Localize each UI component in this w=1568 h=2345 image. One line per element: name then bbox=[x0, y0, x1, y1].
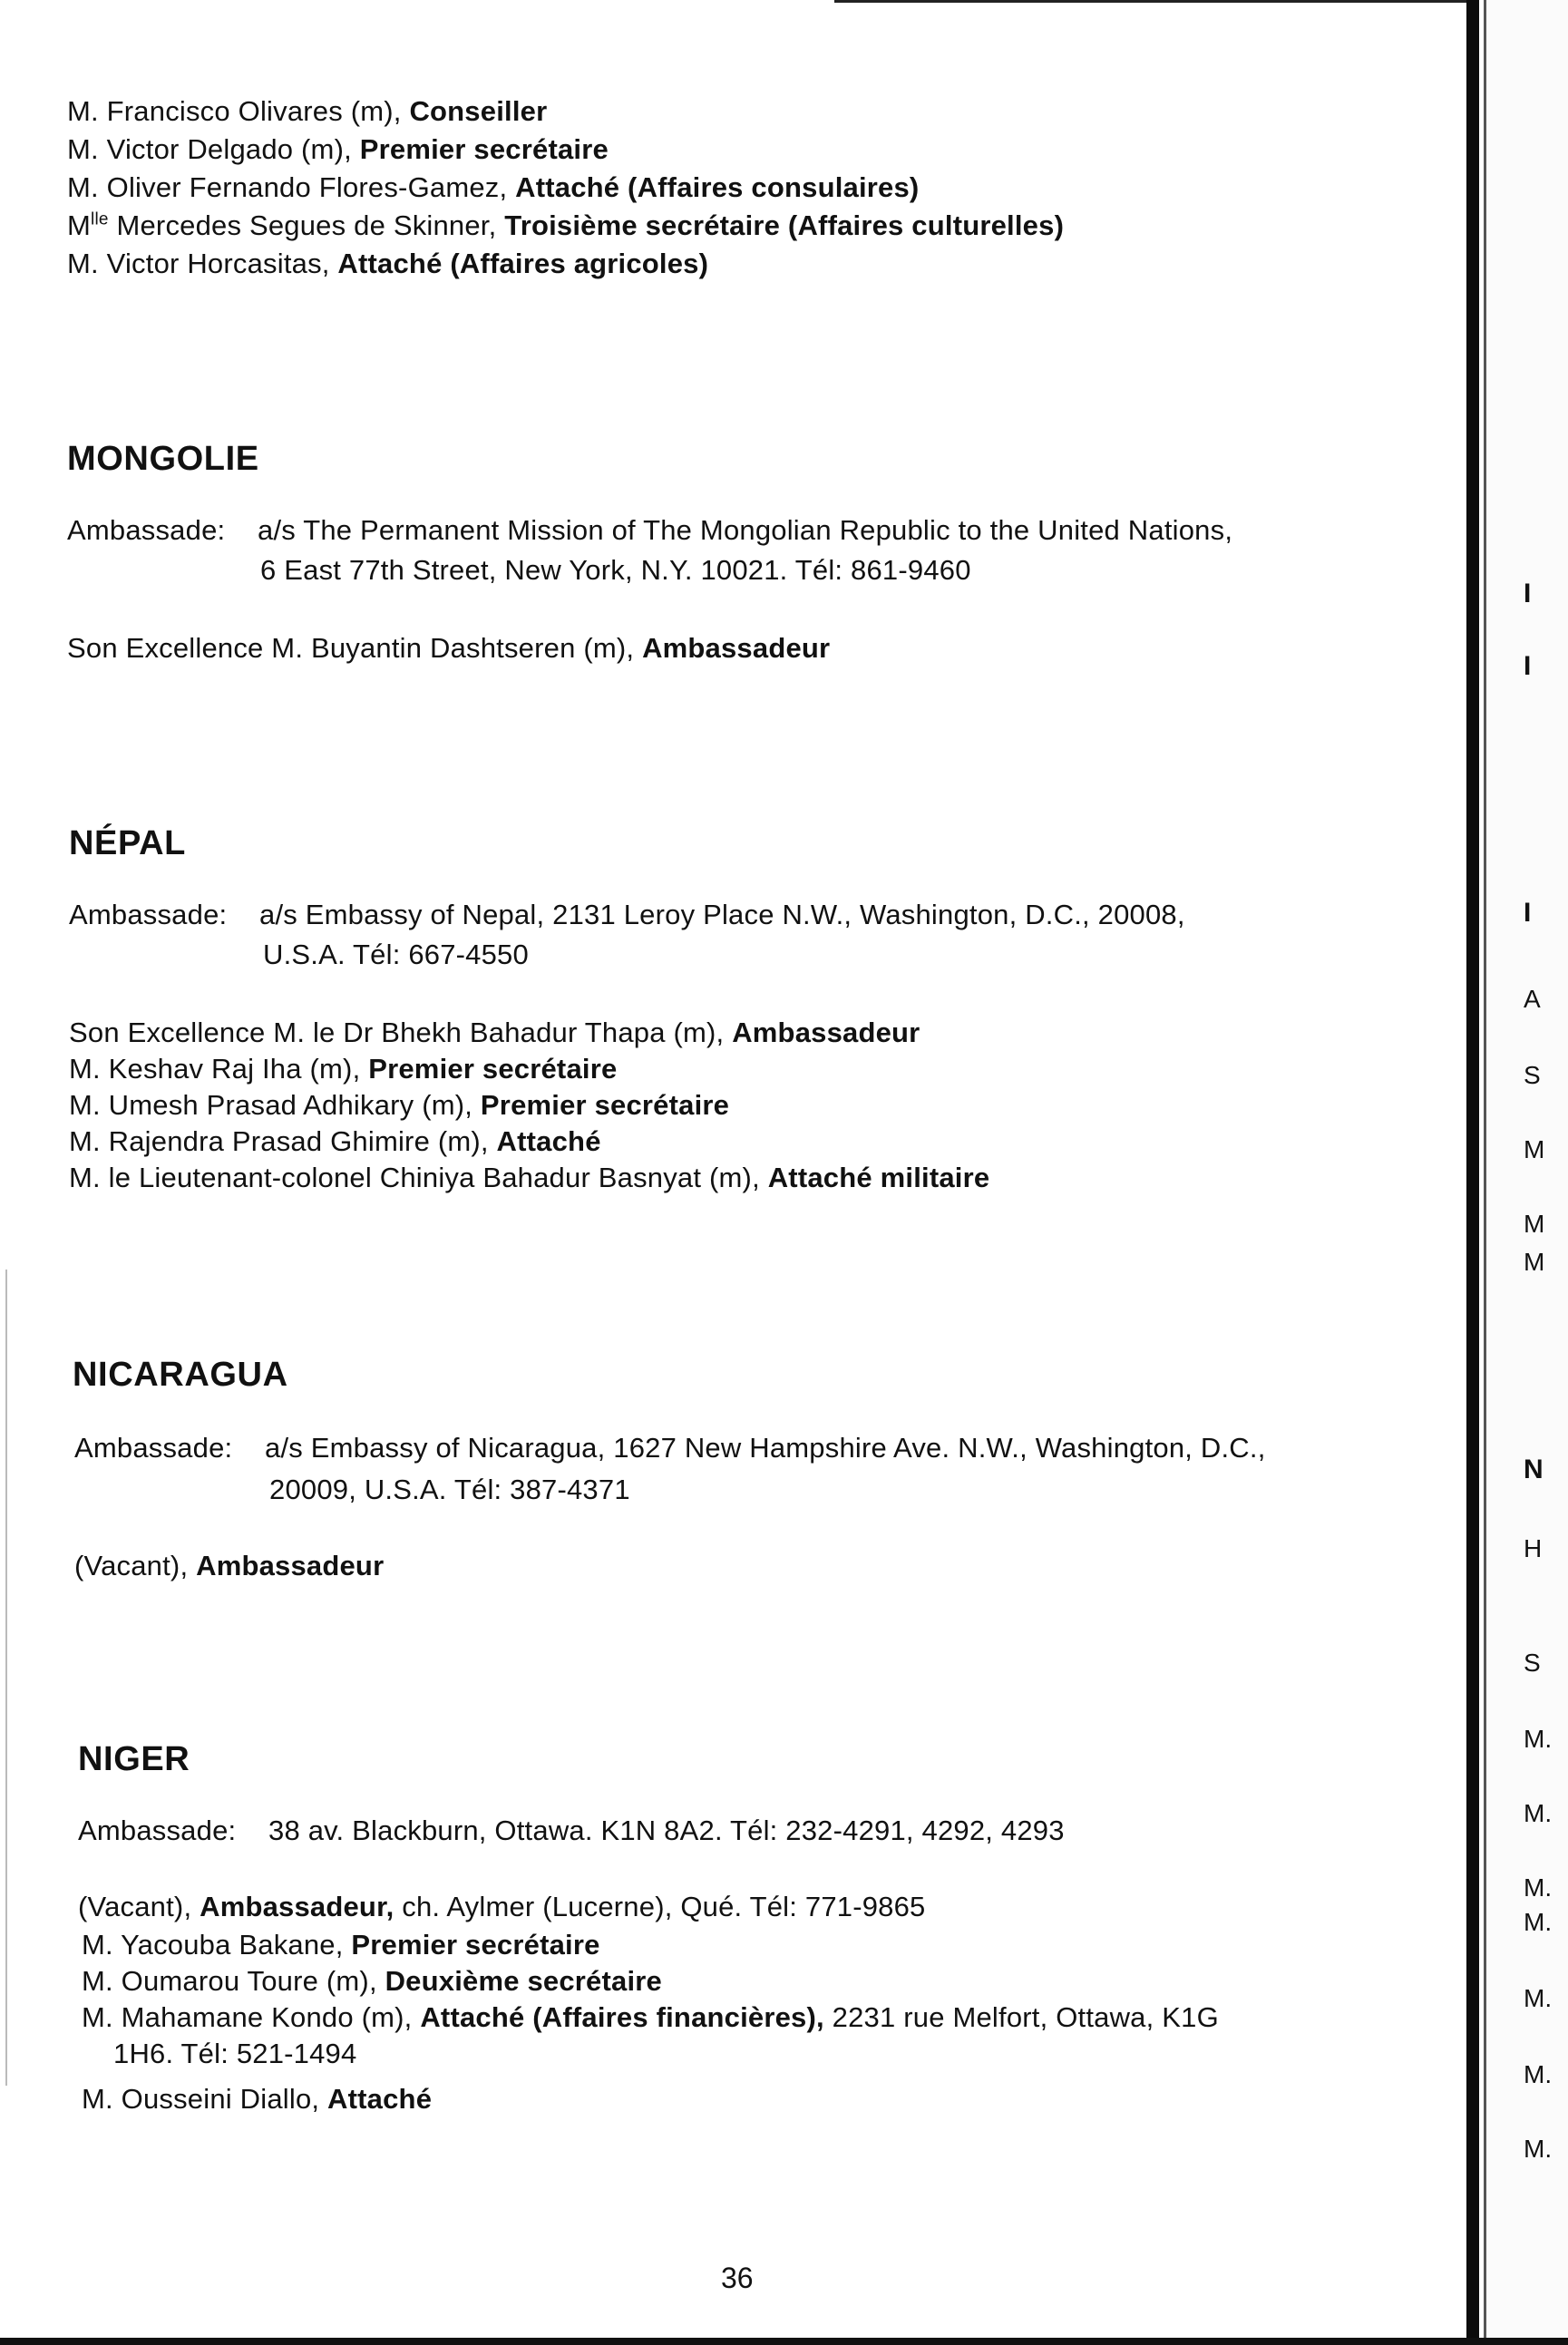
staff-name: M. Francisco Olivares (m), bbox=[67, 95, 402, 127]
staff-name: M. Keshav Raj Iha (m), bbox=[69, 1053, 361, 1085]
address-label: Ambassade: bbox=[69, 899, 228, 930]
adjacent-page-char: M. bbox=[1524, 1873, 1553, 1902]
address-line bbox=[67, 513, 1232, 548]
staff-name: M. Victor Horcasitas, bbox=[67, 248, 330, 279]
left-edge-mark bbox=[5, 1270, 7, 2086]
staff-line bbox=[82, 2082, 432, 2116]
staff-line bbox=[74, 1549, 384, 1583]
address-text: 38 av. Blackburn, Ottawa. K1N 8A2. Tél: 232-4291, 4292, 4293 bbox=[268, 1815, 1065, 1846]
staff-title: Deuxième secrétaire bbox=[385, 1965, 662, 1997]
staff-title: Premier secrétaire bbox=[480, 1089, 730, 1121]
staff-line bbox=[67, 132, 609, 167]
adjacent-page-char: M. bbox=[1524, 1725, 1553, 1753]
staff-name: (Vacant), bbox=[74, 1550, 189, 1581]
address-label: Ambassade: bbox=[74, 1432, 233, 1464]
staff-name: M. le Lieutenant-colonel Chiniya Bahadur Basnyat (m), bbox=[69, 1162, 760, 1193]
staff-title: Attaché bbox=[327, 2083, 433, 2115]
address-line bbox=[78, 1814, 1065, 1848]
adjacent-page-char: I bbox=[1524, 579, 1532, 608]
staff-address: 2231 rue Melfort, Ottawa, K1G bbox=[832, 2001, 1219, 2033]
staff-line bbox=[69, 1088, 729, 1123]
address-text: a/s Embassy of Nicaragua, 1627 New Hampshire Ave. N.W., Washington, D.C., bbox=[265, 1432, 1266, 1464]
staff-line bbox=[67, 247, 708, 281]
staff-name: M. Oliver Fernando Flores-Gamez, bbox=[67, 171, 508, 203]
staff-address-continuation: 1H6. Tél: 521-1494 bbox=[113, 2038, 357, 2069]
staff-name: M. Oumarou Toure (m), bbox=[82, 1965, 377, 1997]
staff-name: M. Yacouba Bakane, bbox=[82, 1929, 344, 1961]
section-heading-mongolie: MONGOLIE bbox=[67, 440, 259, 478]
staff-name: M. Mahamane Kondo (m), bbox=[82, 2001, 413, 2033]
staff-title: Attaché bbox=[496, 1125, 601, 1157]
address-label: Ambassade: bbox=[67, 514, 226, 546]
adjacent-page-char: M. bbox=[1524, 1908, 1553, 1936]
staff-address: ch. Aylmer (Lucerne), Qué. Tél: 771-9865 bbox=[402, 1891, 926, 1922]
honorific: M bbox=[67, 209, 92, 241]
staff-title: Premier secrétaire bbox=[359, 133, 609, 165]
staff-name: M. Umesh Prasad Adhikary (m), bbox=[69, 1089, 473, 1121]
staff-line bbox=[82, 1928, 600, 1962]
staff-title: Ambassadeur bbox=[732, 1017, 920, 1048]
adjacent-page-char: M bbox=[1524, 1135, 1545, 1163]
adjacent-page-char: M. bbox=[1524, 2060, 1553, 2088]
adjacent-page-char: I bbox=[1524, 898, 1532, 928]
staff-line bbox=[69, 1052, 617, 1086]
honorific-superscript: lle bbox=[91, 209, 109, 229]
staff-title: Ambassadeur bbox=[196, 1550, 385, 1581]
address-line bbox=[69, 898, 1185, 932]
staff-line bbox=[67, 94, 547, 129]
staff-name: Mercedes Segues de Skinner, bbox=[108, 209, 497, 241]
page-number: 36 bbox=[721, 2262, 754, 2294]
staff-line bbox=[67, 631, 830, 666]
address-continuation: 6 East 77th Street, New York, N.Y. 10021. Tél: 861-9460 bbox=[260, 554, 971, 586]
staff-title: Attaché (Affaires consulaires) bbox=[515, 171, 920, 203]
staff-line bbox=[82, 2000, 1219, 2035]
bottom-edge-rule bbox=[0, 2338, 1568, 2345]
adjacent-page-char: M. bbox=[1524, 1984, 1553, 2012]
staff-title: Attaché (Affaires financières), bbox=[420, 2001, 824, 2033]
staff-line bbox=[67, 170, 919, 205]
staff-title: Premier secrétaire bbox=[351, 1929, 600, 1961]
address-continuation: 20009, U.S.A. Tél: 387-4371 bbox=[269, 1474, 630, 1505]
staff-line bbox=[69, 1124, 601, 1159]
address-line bbox=[74, 1431, 1266, 1465]
staff-title: Ambassadeur bbox=[642, 632, 831, 664]
section-heading-nicaragua: NICARAGUA bbox=[73, 1356, 288, 1394]
address-label: Ambassade: bbox=[78, 1815, 237, 1846]
staff-line bbox=[82, 1964, 662, 1999]
staff-line bbox=[78, 1890, 926, 1924]
staff-title: Premier secrétaire bbox=[368, 1053, 618, 1085]
staff-title: Ambassadeur, bbox=[200, 1891, 394, 1922]
adjacent-page-char: H bbox=[1524, 1534, 1543, 1562]
adjacent-page-char: S bbox=[1524, 1061, 1541, 1089]
adjacent-page-char: N bbox=[1524, 1455, 1544, 1484]
staff-name: (Vacant), bbox=[78, 1891, 192, 1922]
adjacent-page-char: I bbox=[1524, 651, 1532, 681]
staff-name: Son Excellence M. Buyantin Dashtseren (m), bbox=[67, 632, 635, 664]
staff-line bbox=[69, 1161, 989, 1195]
adjacent-page-char: M. bbox=[1524, 1799, 1553, 1827]
adjacent-page-char: A bbox=[1524, 985, 1541, 1013]
staff-line bbox=[69, 1016, 920, 1050]
binding-gutter bbox=[1466, 0, 1479, 2345]
staff-title: Attaché militaire bbox=[767, 1162, 990, 1193]
address-text: a/s Embassy of Nepal, 2131 Leroy Place N.W., Washington, D.C., 20008, bbox=[259, 899, 1185, 930]
adjacent-page-char: M bbox=[1524, 1248, 1545, 1276]
staff-line bbox=[67, 209, 1064, 243]
adjacent-page-char: M. bbox=[1524, 2135, 1553, 2163]
adjacent-page-char: M bbox=[1524, 1210, 1545, 1238]
staff-name: M. Victor Delgado (m), bbox=[67, 133, 352, 165]
staff-name: M. Rajendra Prasad Ghimire (m), bbox=[69, 1125, 489, 1157]
staff-name: M. Ousseini Diallo, bbox=[82, 2083, 320, 2115]
address-text: a/s The Permanent Mission of The Mongolian Republic to the United Nations, bbox=[258, 514, 1233, 546]
top-rule bbox=[834, 0, 1469, 3]
staff-title: Conseiller bbox=[409, 95, 548, 127]
staff-name: Son Excellence M. le Dr Bhekh Bahadur Thapa (m), bbox=[69, 1017, 725, 1048]
address-continuation: U.S.A. Tél: 667-4550 bbox=[263, 939, 529, 970]
staff-title: Attaché (Affaires agricoles) bbox=[337, 248, 709, 279]
adjacent-page-char: S bbox=[1524, 1649, 1541, 1677]
section-heading-nepal: NÉPAL bbox=[69, 824, 186, 862]
section-heading-niger: NIGER bbox=[78, 1740, 190, 1778]
staff-title: Troisième secrétaire (Affaires culturelles) bbox=[504, 209, 1065, 241]
